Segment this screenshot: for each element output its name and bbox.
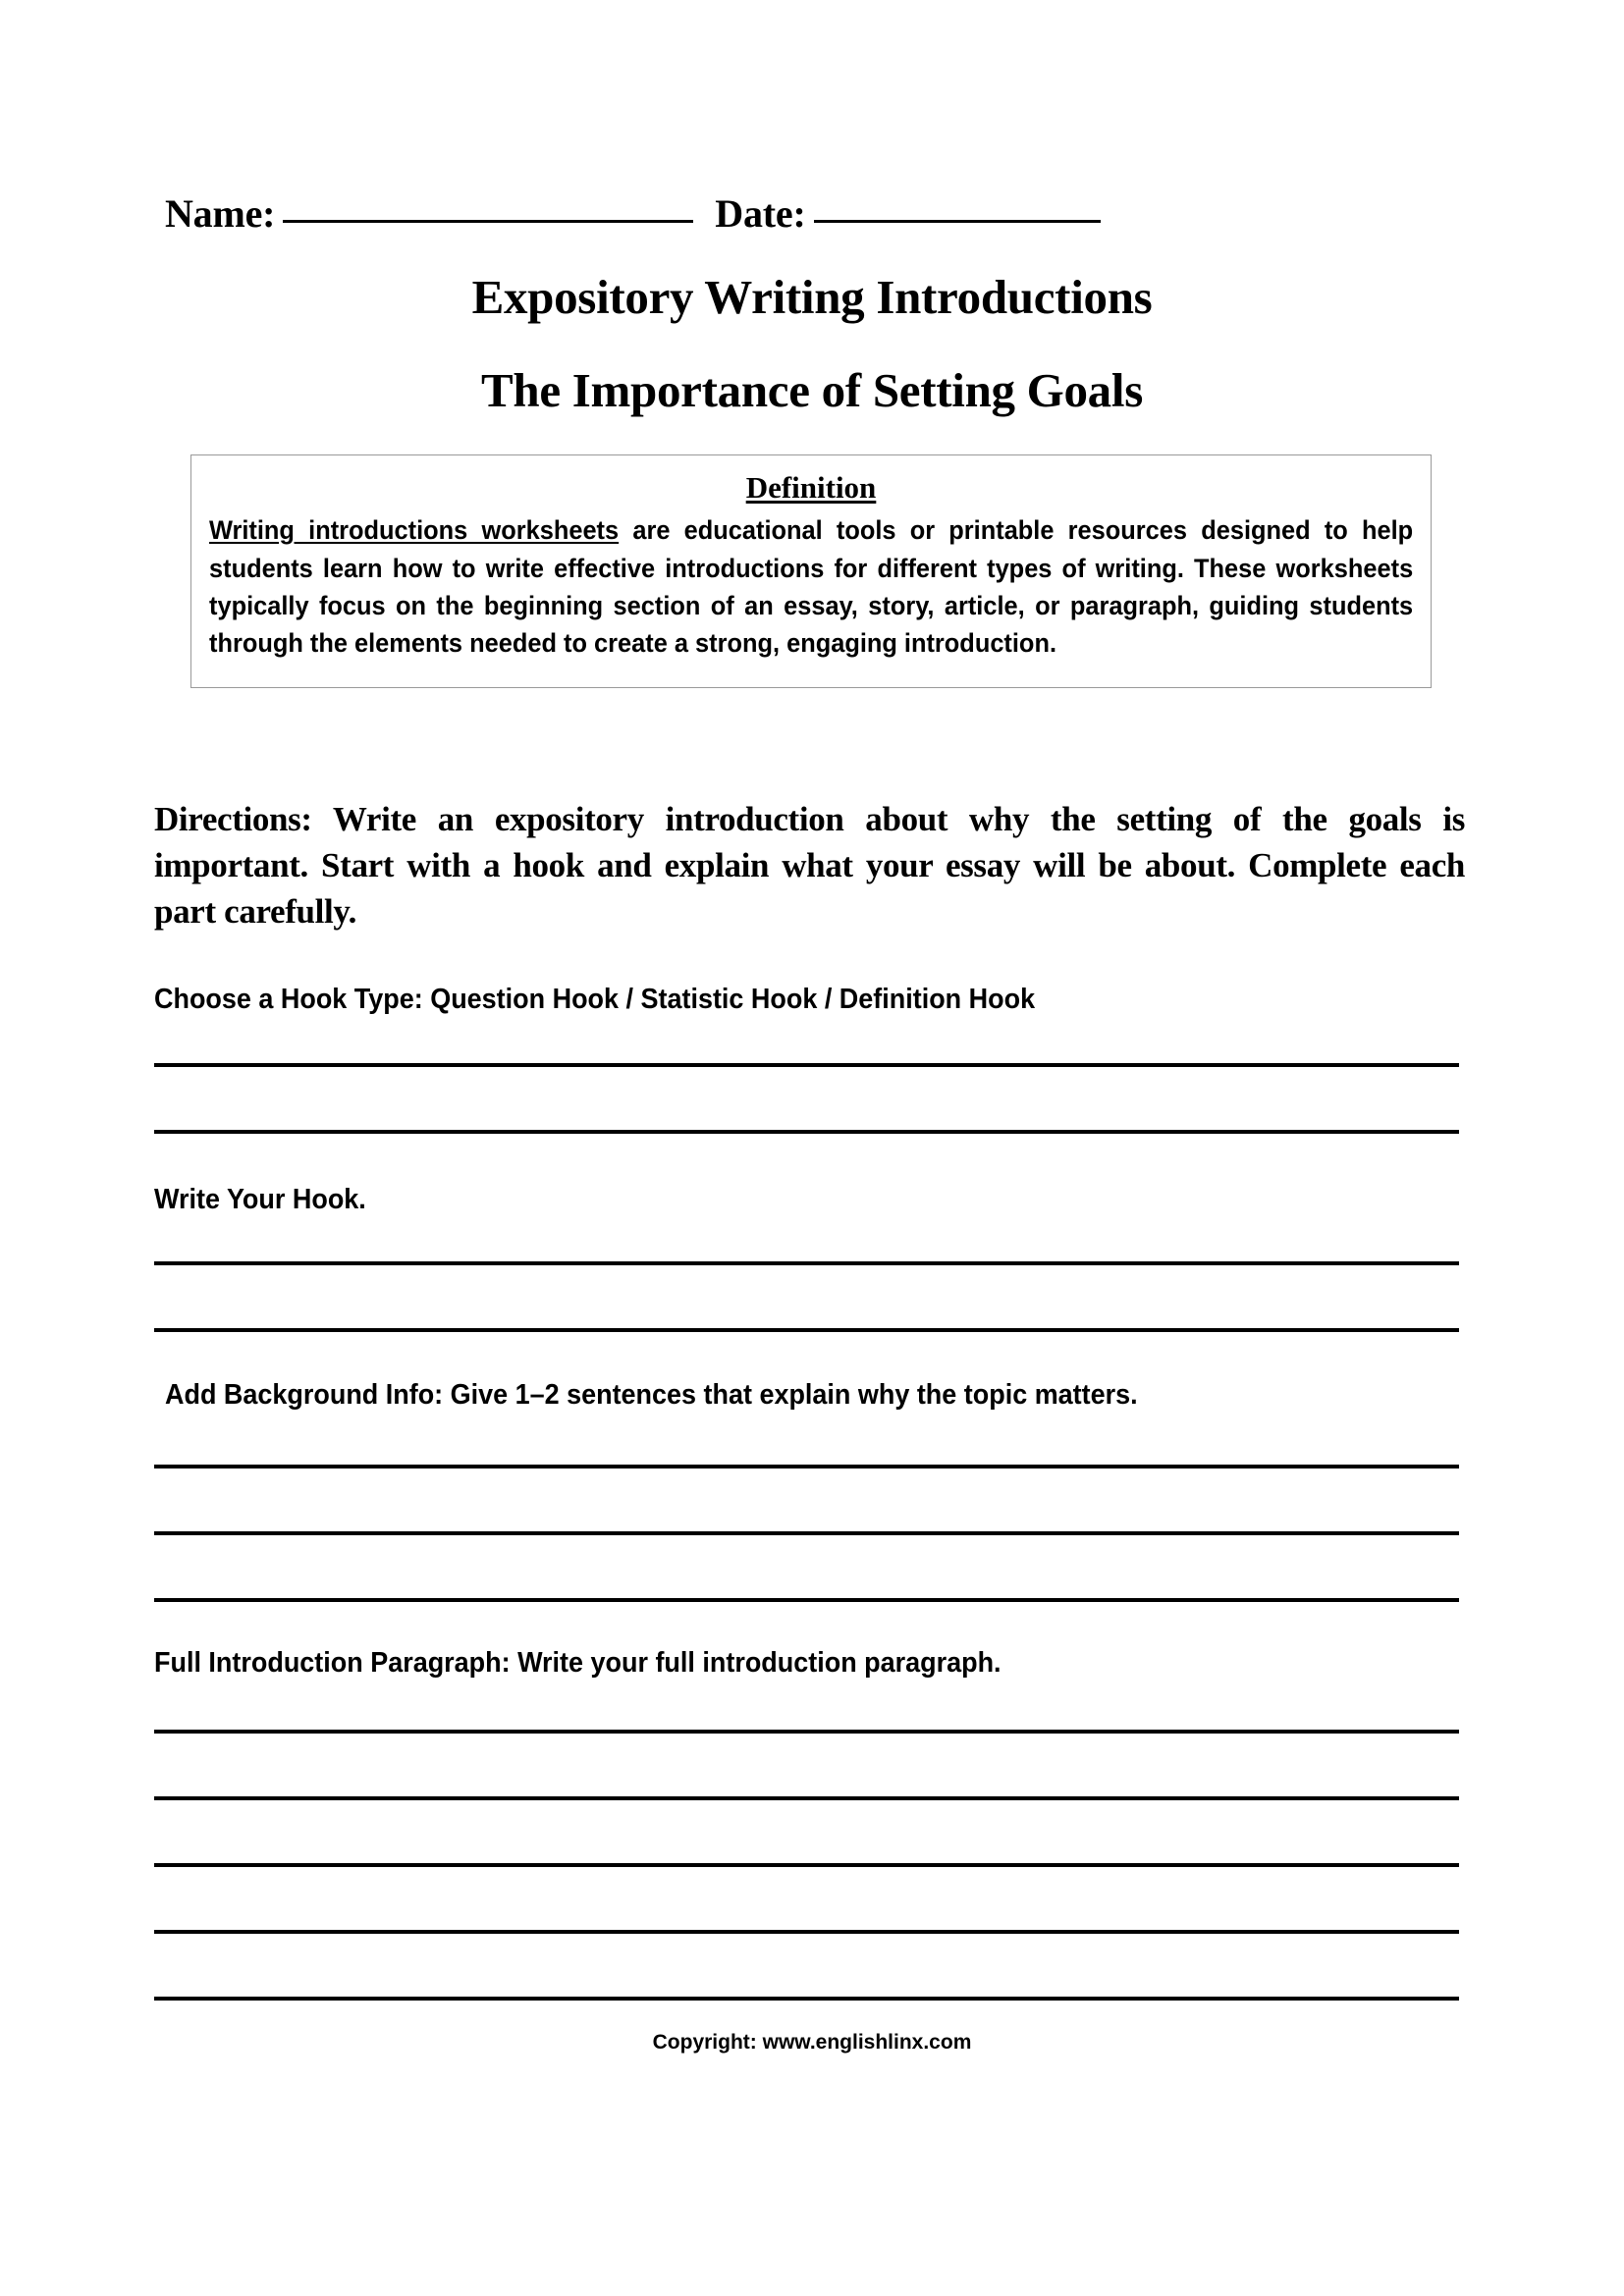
answer-line[interactable] xyxy=(154,1863,1459,1867)
date-label: Date: xyxy=(715,191,806,236)
answer-line[interactable] xyxy=(154,1531,1459,1535)
copyright-footer: Copyright: www.englishlinx.com xyxy=(652,2031,972,2054)
definition-box xyxy=(190,454,1432,688)
answer-line[interactable] xyxy=(154,1730,1459,1734)
worksheet-title: Expository Writing Introductions xyxy=(471,270,1153,324)
answer-line[interactable] xyxy=(154,1598,1459,1602)
definition-term: Writing introductions worksheets xyxy=(209,515,620,546)
definition-heading: Definition xyxy=(745,470,877,505)
directions-text: Directions: Write an expository introduction about why the setting of the goals is important. Start with a hook and explain what your essay will be about. Complete each part carefully. xyxy=(154,800,1465,931)
name-date-header xyxy=(165,191,1441,249)
answer-line[interactable] xyxy=(154,1997,1459,2001)
answer-line[interactable] xyxy=(154,1796,1459,1800)
name-label: Name: xyxy=(165,191,276,236)
definition-body xyxy=(209,511,1413,662)
worksheet-subtitle: The Importance of Setting Goals xyxy=(481,363,1143,417)
answer-line[interactable] xyxy=(154,1465,1459,1468)
date-input-line[interactable] xyxy=(814,220,1101,223)
prompt-add-background-info: Add Background Info: Give 1–2 sentences that explain why the topic matters. xyxy=(165,1379,1138,1411)
prompt-write-your-hook: Write Your Hook. xyxy=(154,1184,366,1215)
answer-line[interactable] xyxy=(154,1328,1459,1332)
definition-text: are educational tools or printable resources designed to help students learn how to write effective introductions for different types of writing. These worksheets typically focus on the beginning section of an essay, story, article, or paragraph, guiding students through the elements needed to create a strong, engaging introduction. xyxy=(209,515,1414,659)
answer-line[interactable] xyxy=(154,1063,1459,1067)
name-input-line[interactable] xyxy=(283,220,693,223)
prompt-choose-hook-type: Choose a Hook Type: Question Hook / Statistic Hook / Definition Hook xyxy=(154,984,1036,1015)
answer-line[interactable] xyxy=(154,1130,1459,1134)
answer-line[interactable] xyxy=(154,1261,1459,1265)
answer-line[interactable] xyxy=(154,1930,1459,1934)
prompt-full-introduction-paragraph: Full Introduction Paragraph: Write your full introduction paragraph. xyxy=(154,1647,1001,1679)
